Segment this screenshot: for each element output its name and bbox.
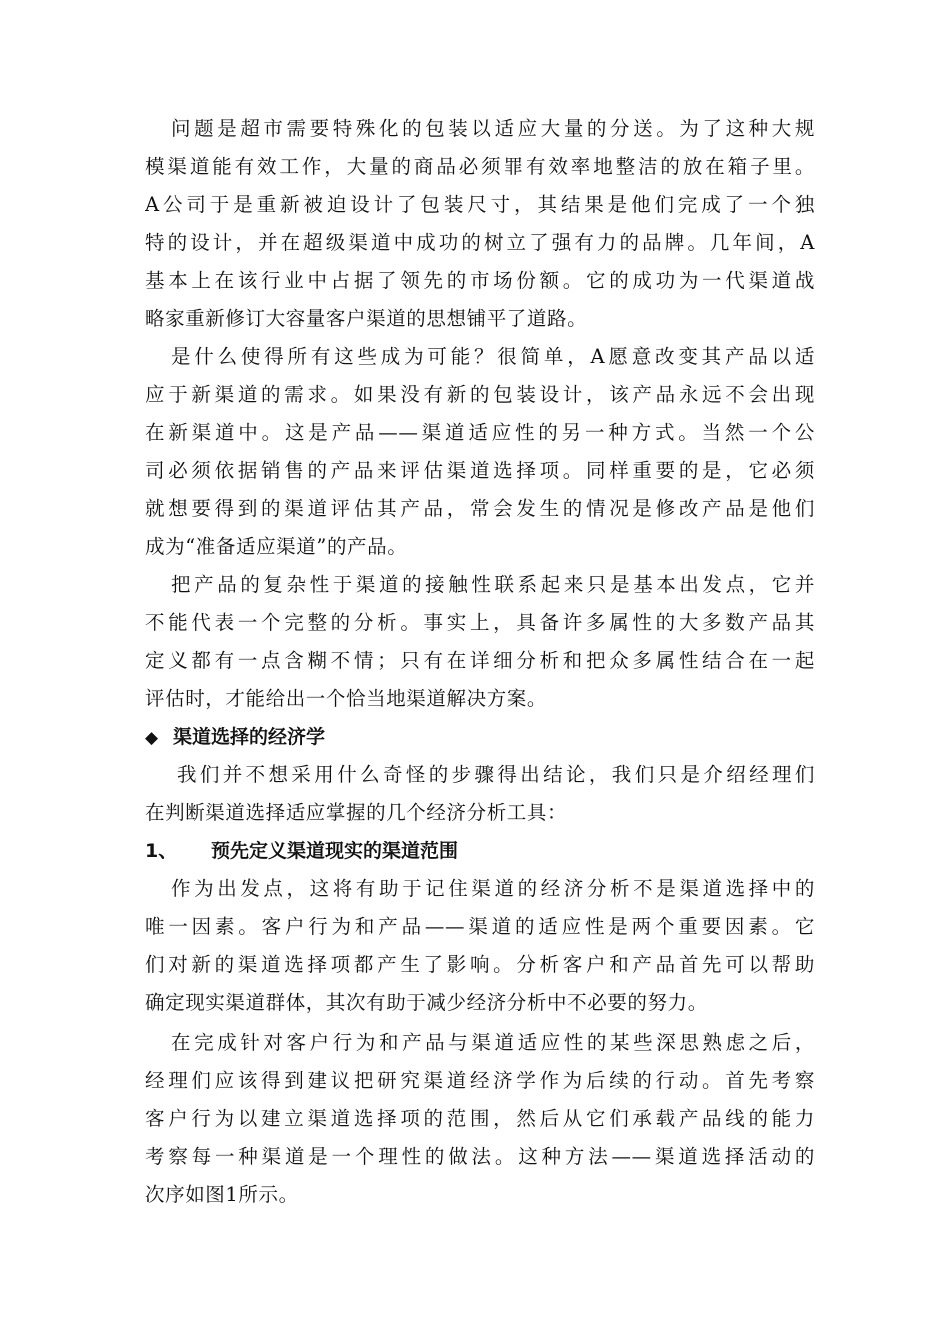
text-line: 在新渠道中。这是产品——渠道适应性的另一种方式。当然一个公 bbox=[145, 421, 815, 444]
text-line: 成为“准备适应渠道”的产品。 bbox=[145, 535, 408, 558]
section-heading bbox=[145, 718, 815, 756]
text-column bbox=[145, 110, 815, 1214]
text-line: 客户行为以建立渠道选择项的范围，然后从它们承载产品线的能力 bbox=[145, 1107, 815, 1130]
paragraph-product-complexity bbox=[145, 566, 815, 718]
subheading bbox=[145, 832, 815, 870]
paragraph-channel-economics bbox=[145, 1024, 815, 1214]
text-line: 定义都有一点含糊不情；只有在详细分析和把众多属性结合在一起 bbox=[145, 649, 815, 672]
text-line: 司必须依据销售的产品来评估渠道选择项。同样重要的是，它必须 bbox=[145, 459, 815, 482]
text-line: 基本上在该行业中占据了领先的市场份额。它的成功为一代渠道战 bbox=[145, 269, 815, 292]
text-line: 问题是超市需要特殊化的包装以适应大量的分送。为了这种大规 bbox=[171, 117, 815, 140]
subheading-number: 1、 bbox=[145, 840, 178, 862]
text-line: 确定现实渠道群体，其次有助于减少经济分析中不必要的努力。 bbox=[145, 991, 708, 1014]
text-line: 模渠道能有效工作，大量的商品必须罪有效率地整洁的放在箱子里。 bbox=[145, 155, 815, 178]
diamond-bullet-icon: ◆ bbox=[145, 728, 159, 748]
text-line: 略家重新修订大容量客户渠道的思想铺平了道路。 bbox=[145, 307, 588, 330]
text-line: 作为出发点，这将有助于记住渠道的经济分析不是渠道选择中的 bbox=[171, 877, 815, 900]
paragraph-product-packaging bbox=[145, 110, 815, 338]
paragraph-starting-point bbox=[145, 870, 815, 1022]
paragraph-introduction bbox=[145, 756, 815, 832]
text-line: 在完成针对客户行为和产品与渠道适应性的某些深思熟虑之后， bbox=[171, 1031, 815, 1054]
text-line: 评估时，才能给出一个恰当地渠道解决方案。 bbox=[145, 687, 548, 710]
text-line: 应于新渠道的需求。如果没有新的包装设计，该产品永远不会出现 bbox=[145, 383, 815, 406]
text-line: 次序如图1所示。 bbox=[145, 1183, 299, 1206]
subheading-title: 预先定义渠道现实的渠道范围 bbox=[211, 840, 459, 862]
text-line: 唯一因素。客户行为和产品——渠道的适应性是两个重要因素。它 bbox=[145, 915, 815, 938]
text-line: 把产品的复杂性于渠道的接触性联系起来只是基本出发点，它并 bbox=[171, 573, 815, 596]
text-line: 考察每一种渠道是一个理性的做法。这种方法——渠道选择活动的 bbox=[145, 1145, 815, 1168]
text-line: 特的设计，并在超级渠道中成功的树立了强有力的品牌。几年间，A bbox=[145, 231, 815, 254]
text-line: 就想要得到的渠道评估其产品，常会发生的情况是修改产品是他们 bbox=[145, 497, 815, 520]
text-line: 我们并不想采用什么奇怪的步骤得出结论，我们只是介绍经理们 bbox=[177, 763, 815, 786]
text-line: 经理们应该得到建议把研究渠道经济学作为后续的行动。首先考察 bbox=[145, 1069, 815, 1092]
text-line: 在判断渠道选择适应掌握的几个经济分析工具： bbox=[145, 801, 568, 824]
text-line: 是什么使得所有这些成为可能？很简单，A愿意改变其产品以适 bbox=[171, 345, 815, 368]
text-line: A公司于是重新被迫设计了包装尺寸，其结果是他们完成了一个独 bbox=[145, 193, 815, 216]
text-line: 们对新的渠道选择项都产生了影响。分析客户和产品首先可以帮助 bbox=[145, 953, 815, 976]
section-heading-title: 渠道选择的经济学 bbox=[173, 726, 326, 748]
paragraph-product-channel-fit bbox=[145, 338, 815, 566]
text-line: 不能代表一个完整的分析。事实上，具备许多属性的大多数产品其 bbox=[145, 611, 815, 634]
